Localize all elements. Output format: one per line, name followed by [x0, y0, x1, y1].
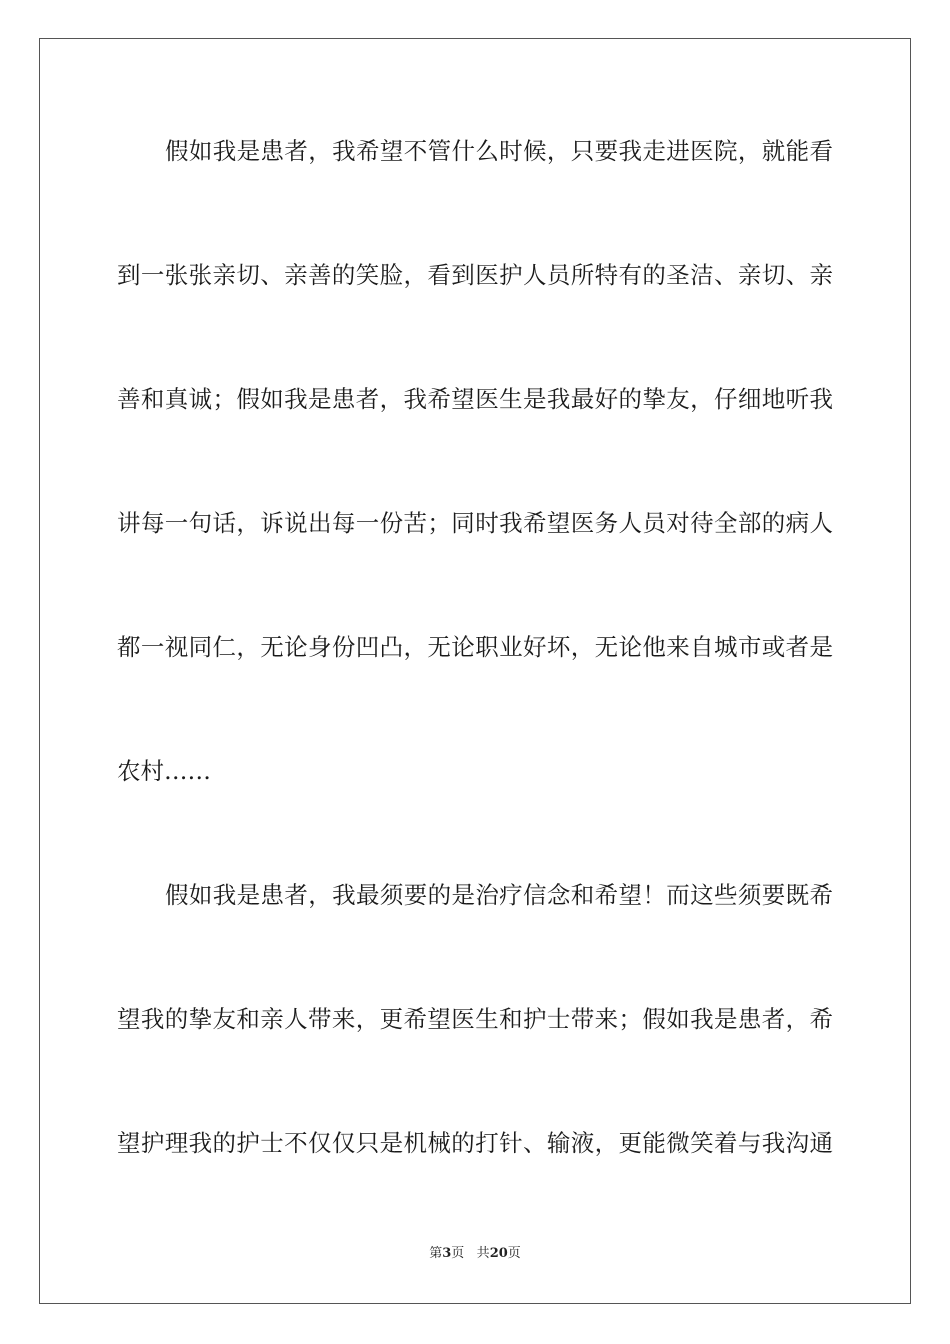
text-line: 望我的挚友和亲人带来，更希望医生和护士带来；假如我是患者，希 — [117, 1005, 833, 1033]
footer-total-pages: 20 — [489, 1246, 508, 1261]
text-line: 农村…… — [117, 757, 211, 785]
text-line: 假如我是患者，我最须要的是治疗信念和希望！而这些须要既希 — [165, 881, 833, 909]
text-line: 假如我是患者，我希望不管什么时候，只要我走进医院，就能看 — [165, 137, 833, 165]
footer-total-suffix: 页 — [507, 1246, 521, 1261]
text-line: 都一视同仁，无论身份凹凸，无论职业好坏，无论他来自城市或者是 — [117, 633, 833, 661]
page-number-footer — [0, 1245, 950, 1263]
footer-total-prefix: 共 — [476, 1246, 490, 1261]
text-line: 到一张张亲切、亲善的笑脸，看到医护人员所特有的圣洁、亲切、亲 — [117, 261, 833, 289]
footer-page-number: 3 — [442, 1246, 452, 1261]
footer-page-suffix: 页 — [451, 1246, 465, 1261]
text-line: 讲每一句话，诉说出每一份苦；同时我希望医务人员对待全部的病人 — [117, 509, 833, 537]
text-line: 望护理我的护士不仅仅只是机械的打针、输液，更能微笑着与我沟通 — [117, 1129, 833, 1157]
footer-page-prefix: 第 — [429, 1246, 443, 1261]
page-border — [39, 38, 911, 1304]
text-line: 善和真诚；假如我是患者，我希望医生是我最好的挚友，仔细地听我 — [117, 385, 833, 413]
